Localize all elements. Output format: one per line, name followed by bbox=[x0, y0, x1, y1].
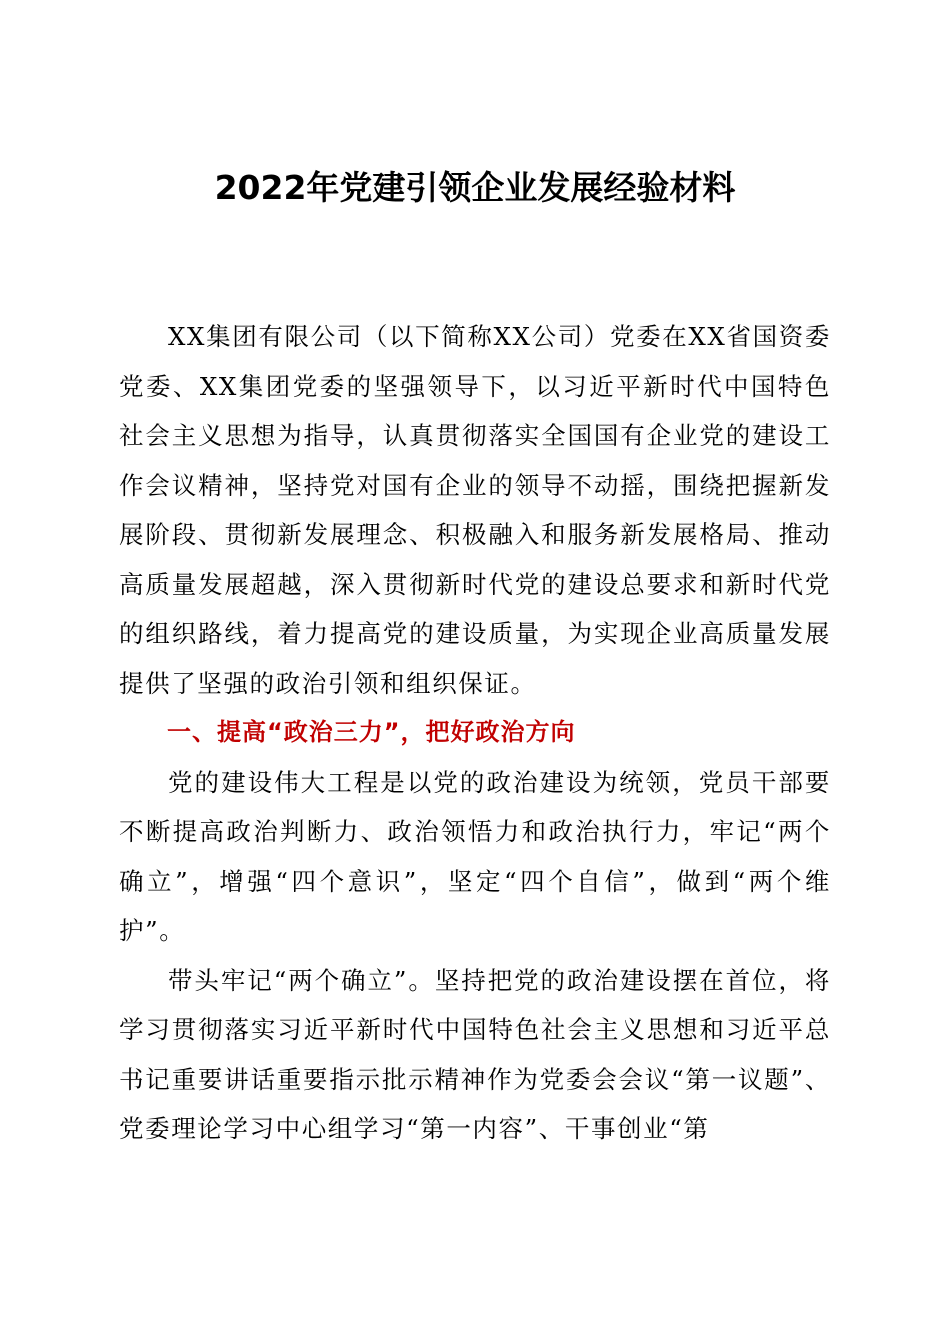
document-title: 2022年党建引领企业发展经验材料 bbox=[214, 168, 736, 207]
section-heading-1: 一、提高“政治三力”，把好政治方向 bbox=[167, 718, 576, 746]
section-1-paragraph-2: 带头牢记“两个确立”。坚持把党的政治建设摆在首位，将学习贯彻落实习近平新时代中国特色社会主义思想和习近平总书记重要讲话重要指示批示精神作为党委会会议“第一议题”、党委理论学习中心组学习“第一内容”、干事创业“第 bbox=[119, 965, 831, 1143]
intro-paragraph: XX集团有限公司（以下简称XX公司）党委在XX省国资委党委、XX集团党委的坚强领导下，以习近平新时代中国特色社会主义思想为指导，认真贯彻落实全国国有企业党的建设工作会议精神，坚持党对国有企业的领导不动摇，围绕把握新发展阶段、贯彻新发展理念、积极融入和服务新发展格局、推动高质量发展超越，深入贯彻新时代党的建设总要求和新时代党的组织路线，着力提高党的建设质量，为实现企业高质量发展提供了坚强的政治引领和组织保证。 bbox=[119, 322, 831, 698]
document-body bbox=[119, 312, 831, 1154]
section-1-paragraph-1: 党的建设伟大工程是以党的政治建设为统领，党员干部要不断提高政治判断力、政治领悟力和政治执行力，牢记“两个确立”，增强“四个意识”，坚定“四个自信”，做到“两个维护”。 bbox=[119, 767, 831, 945]
